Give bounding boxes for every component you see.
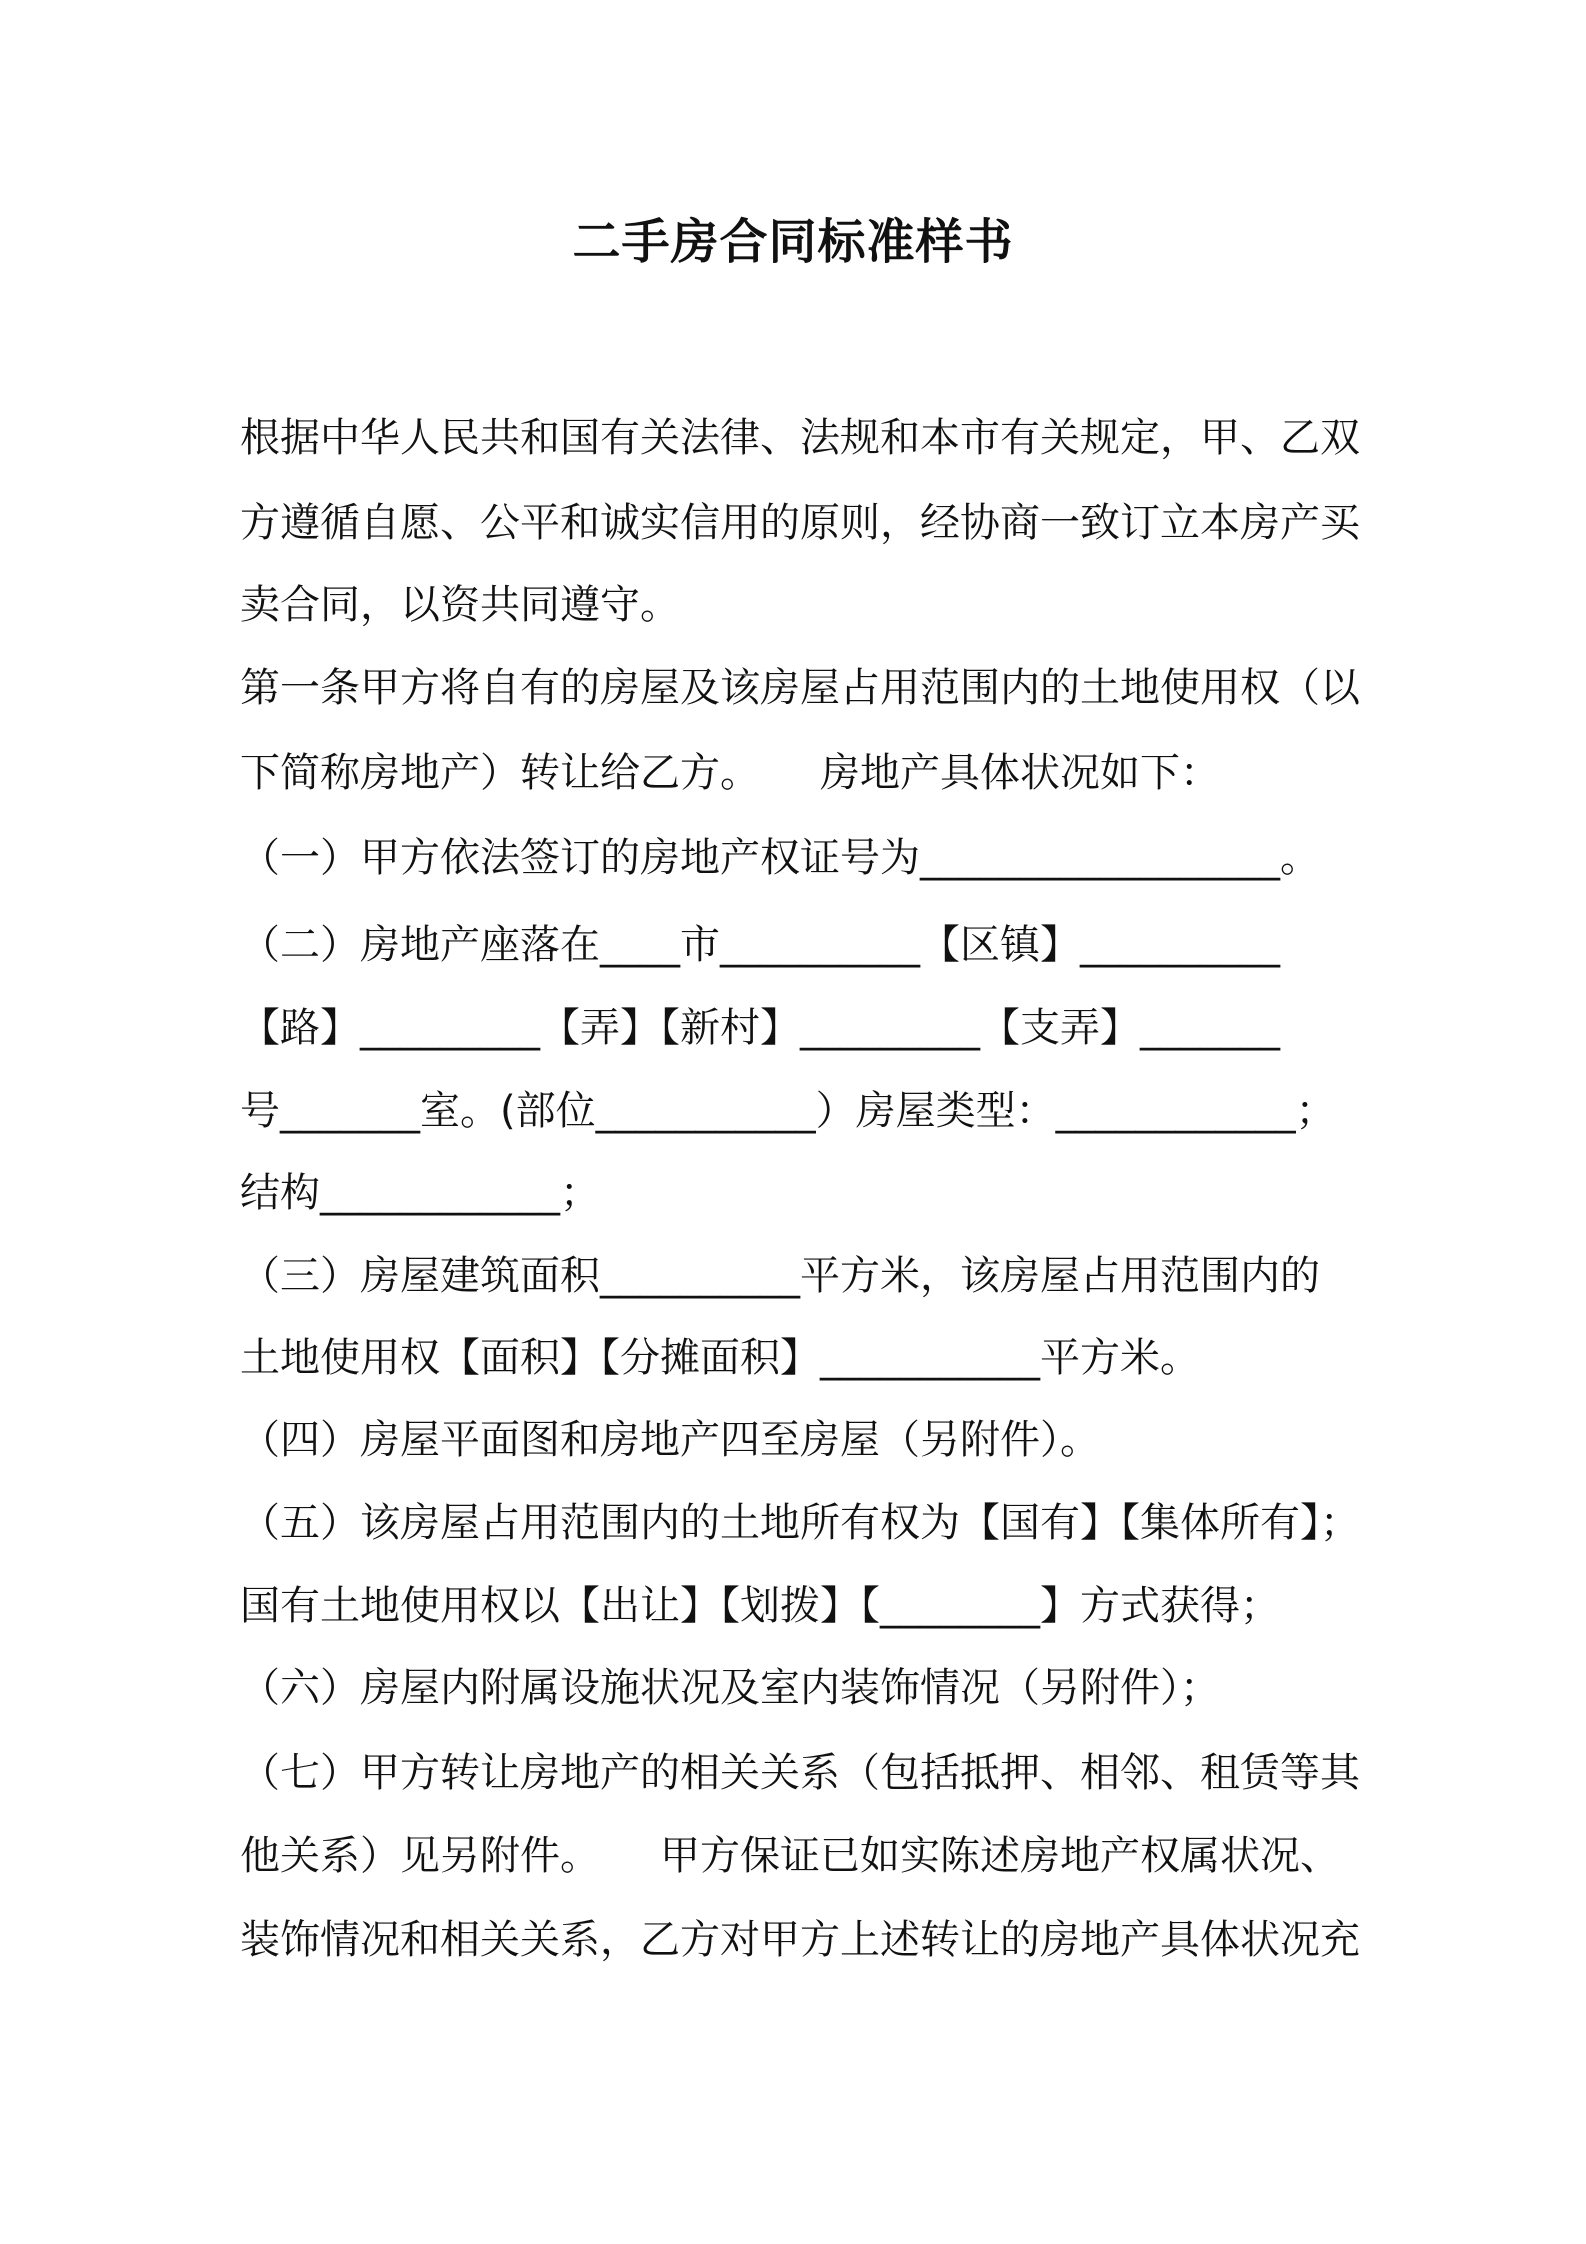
text-line: （一）甲方依法签订的房地产权证号为__________________。 bbox=[240, 835, 1320, 881]
text-line: （七）甲方转让房地产的相关关系（包括抵押、相邻、租赁等其 bbox=[240, 1750, 1360, 1796]
text-line: 方遵循自愿、公平和诚实信用的原则，经协商一致订立本房产买 bbox=[240, 500, 1360, 546]
text-line: 【路】_________【弄】【新村】_________【支弄】_______ bbox=[240, 1005, 1280, 1051]
text-line: 结构____________； bbox=[240, 1170, 600, 1216]
text-line: （六）房屋内附属设施状况及室内装饰情况（另附件）； bbox=[240, 1665, 1220, 1711]
document-title: 二手房合同标准样书 bbox=[572, 214, 1014, 270]
text-line: （二）房地产座落在____市__________【区镇】__________ bbox=[240, 922, 1280, 968]
text-line: 第一条甲方将自有的房屋及该房屋占用范围内的土地使用权（以 bbox=[240, 665, 1360, 711]
text-line: 号_______室。(部位___________）房屋类型：____________； bbox=[240, 1088, 1336, 1134]
text-line: （四）房屋平面图和房地产四至房屋（另附件）。 bbox=[240, 1417, 1100, 1463]
text-line: 卖合同，以资共同遵守。 bbox=[240, 582, 680, 628]
text-line: 下简称房地产）转让给乙方。 房地产具体状况如下： bbox=[240, 750, 1220, 796]
text-line: 根据中华人民共和国有关法律、法规和本市有关规定，甲、乙双 bbox=[240, 415, 1360, 461]
text-line: （三）房屋建筑面积__________平方米，该房屋占用范围内的 bbox=[240, 1253, 1320, 1299]
text-line: 装饰情况和相关关系，乙方对甲方上述转让的房地产具体状况充 bbox=[240, 1917, 1360, 1963]
text-line: 他关系）见另附件。 甲方保证已如实陈述房地产权属状况、 bbox=[240, 1833, 1340, 1879]
text-line: 国有土地使用权以【出让】【划拨】【________】方式获得； bbox=[240, 1583, 1280, 1629]
text-line: （五）该房屋占用范围内的土地所有权为【国有】【集体所有】； bbox=[240, 1500, 1360, 1546]
text-line: 土地使用权【面积】【分摊面积】___________平方米。 bbox=[240, 1335, 1200, 1381]
